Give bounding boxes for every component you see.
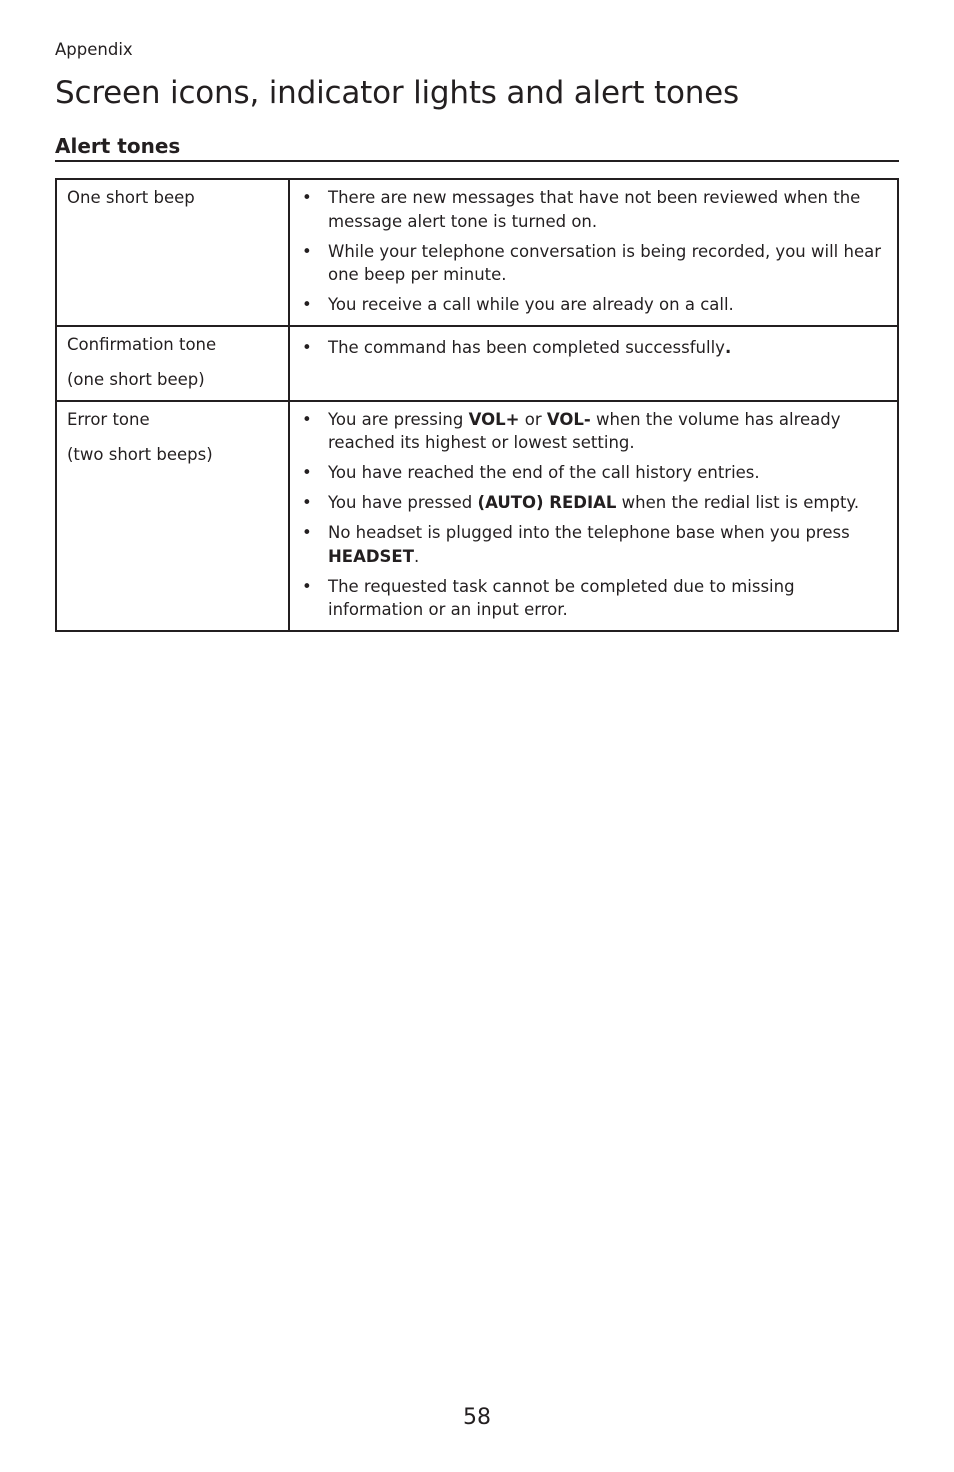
bullet-icon: • xyxy=(302,523,312,542)
item-text: when the volume has already reached its highest or lowest setting. xyxy=(328,409,841,452)
item-text-bold: (AUTO) REDIAL xyxy=(477,493,617,512)
tone-description-cell xyxy=(289,179,898,326)
bullet-icon: • xyxy=(302,337,312,357)
item-text-bold: . xyxy=(724,337,732,357)
alert-tones-table xyxy=(55,178,899,632)
list-item xyxy=(300,186,889,233)
table-row xyxy=(56,401,898,631)
bullet-icon: • xyxy=(302,295,312,314)
item-text-bold: VOL+ xyxy=(468,409,520,429)
table-row xyxy=(56,326,898,401)
item-text: While your telephone conversation is being recorded, you will hear one beep per minute. xyxy=(328,241,881,284)
item-text: The command has been completed successfully xyxy=(328,337,725,357)
item-text: You have pressed xyxy=(328,493,478,512)
tone-subname: (two short beeps) xyxy=(67,445,213,464)
tone-name-cell xyxy=(56,326,289,401)
page-number: 58 xyxy=(463,1405,491,1430)
item-text: or xyxy=(519,409,547,429)
tone-name: Error tone xyxy=(67,409,150,429)
bullet-list xyxy=(300,186,889,317)
list-item xyxy=(300,293,889,317)
item-text: You receive a call while you are already on a call. xyxy=(328,295,734,314)
table-row xyxy=(56,179,898,326)
list-item xyxy=(300,336,889,360)
tone-name-cell xyxy=(56,179,289,326)
bullet-icon: • xyxy=(302,493,312,512)
item-text-bold: HEADSET xyxy=(328,546,414,566)
tone-subname: (one short beep) xyxy=(67,370,205,389)
list-item xyxy=(300,491,889,515)
bullet-list xyxy=(300,408,889,622)
item-text-bold: VOL- xyxy=(546,409,591,429)
section-label: Appendix xyxy=(55,40,133,59)
item-text: There are new messages that have not been reviewed when the message alert tone is turned on. xyxy=(328,188,861,231)
item-text: The requested task cannot be completed due to missing information or an input error. xyxy=(328,576,795,619)
page-title: Screen icons, indicator lights and alert tones xyxy=(55,75,739,111)
list-item xyxy=(300,461,889,485)
subsection-title: Alert tones xyxy=(55,133,899,162)
tone-description-cell xyxy=(289,326,898,401)
item-text: when the redial list is empty. xyxy=(616,493,860,512)
tone-name-cell xyxy=(56,401,289,631)
bullet-icon: • xyxy=(302,241,312,261)
bullet-list xyxy=(300,336,889,360)
tone-description-cell xyxy=(289,401,898,631)
bullet-icon: • xyxy=(302,188,312,207)
bullet-icon: • xyxy=(302,576,312,596)
list-item xyxy=(300,240,889,287)
item-text: You are pressing xyxy=(328,409,469,429)
item-text: No headset is plugged into the telephone base when you press xyxy=(328,523,850,542)
list-item xyxy=(300,575,889,622)
item-text: . xyxy=(413,546,420,566)
item-text: You have reached the end of the call history entries. xyxy=(328,463,760,482)
list-item xyxy=(300,521,889,568)
bullet-icon: • xyxy=(302,409,312,429)
tone-name: One short beep xyxy=(67,188,195,207)
bullet-icon: • xyxy=(302,463,312,482)
tone-name: Confirmation tone xyxy=(67,334,217,354)
list-item xyxy=(300,408,889,455)
